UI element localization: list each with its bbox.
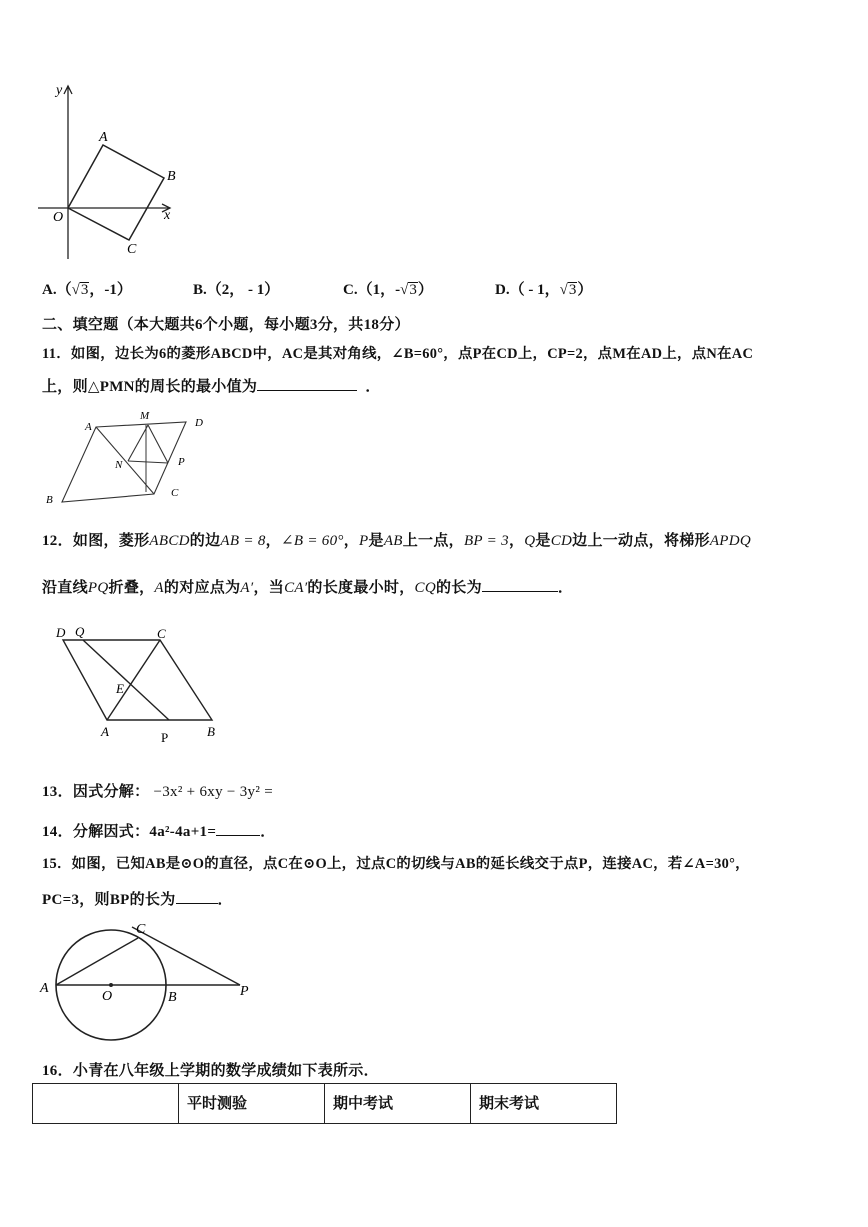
table-header-cell [33,1084,179,1124]
q15-circle-figure [35,915,265,1047]
label-x: x [164,208,171,223]
table-header-cell: 期中考试 [325,1084,471,1124]
q11-rhombus-figure [40,408,215,508]
label-p: P [240,984,249,999]
label-a: A [85,421,92,433]
rhombus-abcd [63,640,212,720]
q12-rhombus-figure [50,622,230,744]
label-n: N [115,459,123,471]
label-c: C [157,626,166,641]
segment-mn [128,425,148,461]
option-c: C.（1，-√3） [343,282,433,298]
label-p: P [161,730,169,744]
q15-line1: 15．如图，已知AB是⊙O的直径，点C在⊙O上，过点C的切线与AB的延长线交于点P，连接AC，若∠A=30°， [42,856,750,872]
label-b: B [168,990,177,1005]
label-q: Q [75,624,85,639]
q11-line1: 11．如图，边长为6的菱形ABCD中，AC是其对角线，∠B=60°，点P在CD上，CP=2，点M在AD上，点N在AC [42,346,754,362]
tangent-cp [132,927,240,985]
table-row [33,1084,617,1124]
q13: 13．因式分解： −3x² + 6xy − 3y² = [42,784,273,800]
q12-line2: 沿直线PQ折叠，A的对应点为A′，当CA′的长度最小时，CQ的长为 ． [42,576,573,597]
section-heading: 二、填空题（本大题共6个小题，每小题3分，共18分） [42,317,410,333]
label-p: P [178,456,185,468]
score-table [32,1083,617,1124]
label-a: A [101,724,109,739]
chord-ac [56,938,138,985]
q16-text: 16．小青在八年级上学期的数学成绩如下表所示． [42,1063,379,1079]
q10-coordinate-figure [30,76,190,266]
segment-mp [148,425,168,463]
diagonal-ac [96,427,154,494]
q11-line2: 上，则△PMN的周长的最小值为 ． [42,375,381,396]
label-e: E [116,681,124,696]
square-oabc [68,145,164,240]
segment-qp [83,640,169,720]
label-o: O [53,210,64,225]
q12-answer-blank [482,577,558,592]
label-a: A [99,130,108,145]
label-c: C [171,487,179,499]
label-c: C [136,922,146,937]
q14: 14．分解因式：4a²-4a+1= ． [42,820,276,841]
q15-answer-blank [176,889,218,904]
label-a: A [40,981,49,996]
q11-answer-blank [257,376,357,391]
option-a: A.（√3，-1） [42,282,132,298]
center-dot [109,983,113,987]
q15-line2: PC=3，则BP的长为 ． [42,888,233,909]
option-d: D.（ - 1，√3） [495,282,593,298]
label-d: D [195,417,203,429]
label-b: B [207,724,215,739]
option-b: B.（2， - 1） [193,282,280,298]
q14-answer-blank [216,821,260,836]
label-b: B [167,169,176,184]
table-header-cell: 期末考试 [471,1084,617,1124]
label-d: D [56,625,66,640]
diagonal-ac [107,640,160,720]
segment-np [128,461,168,463]
q12-line1: 12．如图，菱形ABCD的边AB = 8，∠B = 60°，P是AB上一点，BP = 3，Q是CD边上一动点，将梯形APDQ [42,533,752,549]
label-y: y [56,83,63,98]
label-b: B [46,494,53,506]
label-m: M [140,410,150,422]
label-o: O [102,989,113,1004]
label-c: C [127,242,137,257]
table-header-cell: 平时测验 [179,1084,325,1124]
